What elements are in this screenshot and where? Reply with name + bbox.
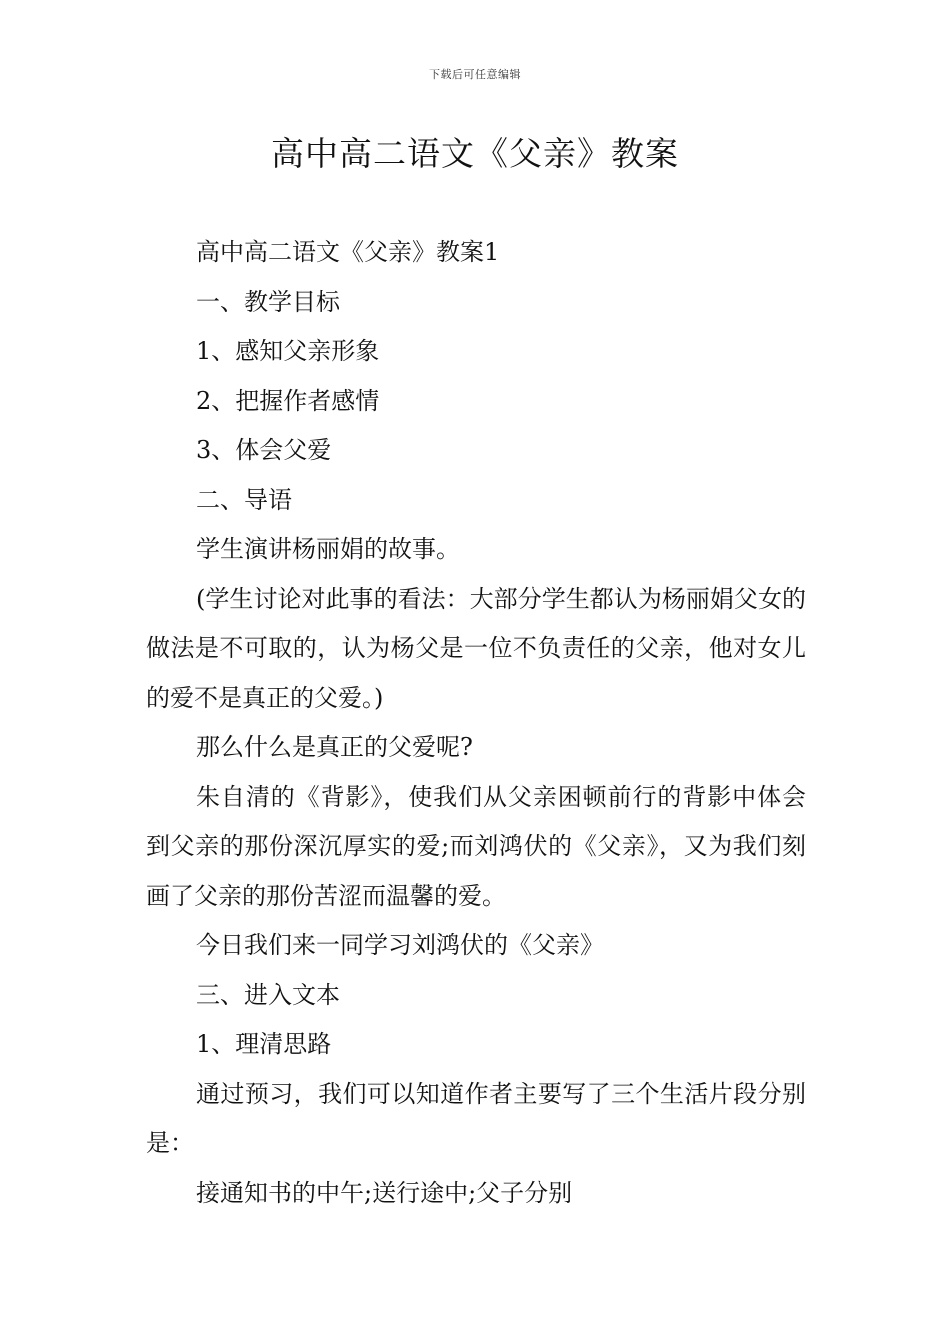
- list-item: 2、把握作者感情: [196, 386, 380, 415]
- paragraph: 朱自清的《背影》，使我们从父亲困顿前行的背影中体会到父亲的那份深沉厚实的爱;而刘鸿伏的《父亲》，又为我们刻画了父亲的那份苦涩而温馨的爱。: [146, 782, 806, 910]
- list-item: 1、理清思路: [196, 1030, 332, 1058]
- section-heading: 三、进入文本: [196, 980, 340, 1009]
- list-item: 3、体会父爱: [196, 436, 332, 464]
- header-note: 下载后可任意编辑: [429, 68, 521, 81]
- paragraph: 学生演讲杨丽娟的故事。: [196, 535, 460, 563]
- paragraph: 接通知书的中午;送行途中;父子分别: [196, 1178, 573, 1207]
- paragraph: 通过预习，我们可以知道作者主要写了三个生活片段分别是：: [146, 1079, 806, 1157]
- section-heading: 二、导语: [196, 485, 292, 514]
- paragraph: 那么什么是真正的父爱呢?: [196, 733, 473, 761]
- list-item: 1、感知父亲形象: [196, 337, 380, 365]
- paragraph: (学生讨论对此事的看法：大部分学生都认为杨丽娟父女的做法是不可取的，认为杨父是一位不负责任的父亲，他对女儿的爱不是真正的父爱。): [146, 584, 806, 712]
- paragraph: 今日我们来一同学习刘鸿伏的《父亲》: [196, 931, 604, 959]
- document-body: [146, 228, 806, 1218]
- section-heading: 一、教学目标: [196, 287, 340, 316]
- section-heading: 高中高二语文《父亲》教案1: [196, 238, 500, 266]
- document-title: 高中高二语文《父亲》教案: [271, 134, 679, 173]
